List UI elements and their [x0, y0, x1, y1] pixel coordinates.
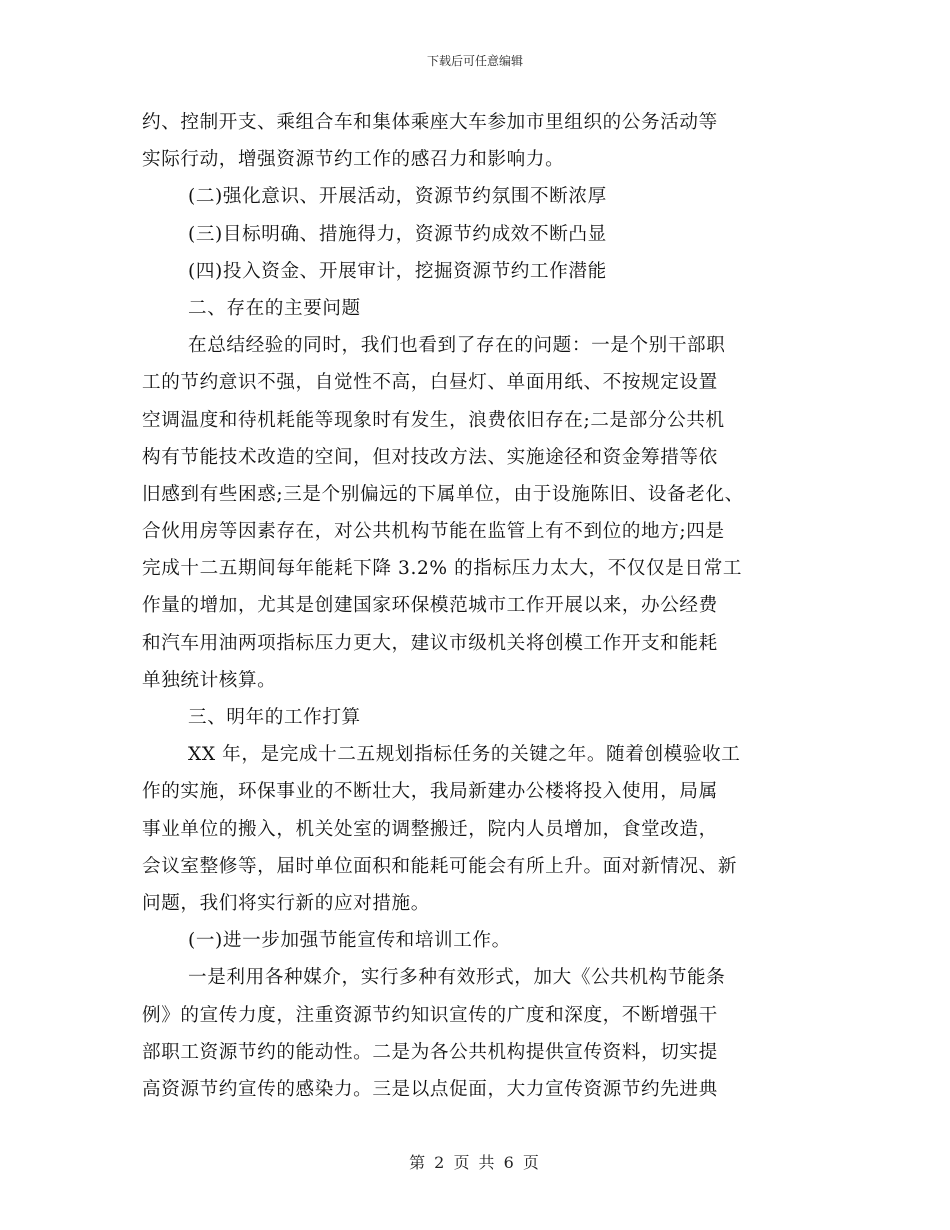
text-line: (二)强化意识、开展活动，资源节约氛围不断浓厚 [188, 186, 607, 208]
text-line: 工的节约意识不强，自觉性不高，白昼灯、单面用纸、不按规定设置 [142, 372, 718, 394]
text-line: 作量的增加，尤其是创建国家环保模范城市工作开展以来，办公经费 [142, 595, 718, 617]
page-footer: 第 2 页 共 6 页 [409, 1153, 541, 1172]
text-line: 完成十二五期间每年能耗下降 3.2% 的指标压力太大，不仅仅是日常工 [142, 558, 743, 580]
text-line: 旧感到有些困惑;三是个别偏远的下属单位，由于设施陈旧、设备老化、 [142, 483, 744, 505]
text-line: (三)目标明确、措施得力，资源节约成效不断凸显 [188, 223, 607, 245]
text-line: 问题，我们将实行新的应对措施。 [142, 892, 430, 914]
text-line: 实际行动，增强资源节约工作的感召力和影响力。 [142, 149, 565, 171]
text-line: 会议室整修等，届时单位面积和能耗可能会有所上升。面对新情况、新 [142, 855, 738, 877]
text-line: XX 年，是完成十二五规划指标任务的关键之年。随着创模验收工 [188, 744, 741, 766]
text-line: 事业单位的搬入，机关处室的调整搬迁，院内人员增加，食堂改造， [142, 818, 718, 840]
text-line: 例》的宣传力度，注重资源节约知识宣传的广度和深度，不断增强干 [142, 1004, 718, 1026]
text-line: 一是利用各种媒介，实行多种有效形式，加大《公共机构节能条 [188, 967, 726, 989]
text-line: 部职工资源节约的能动性。二是为各公共机构提供宣传资料，切实提 [142, 1041, 718, 1063]
document-body [142, 104, 822, 1108]
text-line: 在总结经验的同时，我们也看到了存在的问题：一是个别干部职 [188, 335, 726, 357]
text-line: 约、控制开支、乘组合车和集体乘座大车参加市里组织的公务活动等 [142, 112, 718, 133]
text-line: (四)投入资金、开展审计，挖掘资源节约工作潜能 [188, 260, 607, 282]
section-heading: 三、明年的工作打算 [188, 707, 361, 728]
text-line: 合伙用房等因素存在，对公共机构节能在监管上有不到位的地方;四是 [142, 521, 725, 543]
text-line: 高资源节约宣传的感染力。三是以点促面，大力宣传资源节约先进典 [142, 1078, 718, 1100]
text-line: 单独统计核算。 [142, 669, 277, 691]
text-line: 和汽车用油两项指标压力更大，建议市级机关将创模工作开支和能耗 [142, 632, 718, 654]
section-heading: 二、存在的主要问题 [188, 297, 361, 319]
text-line: 空调温度和待机耗能等现象时有发生，浪费依旧存在;二是部分公共机 [142, 409, 725, 431]
subsection-heading: (一)进一步加强节能宣传和培训工作。 [188, 930, 511, 952]
page-header: 下载后可任意编辑 [426, 54, 523, 68]
text-line: 构有节能技术改造的空间，但对技改方法、实施途径和资金筹措等依 [142, 446, 718, 468]
text-line: 作的实施，环保事业的不断壮大，我局新建办公楼将投入使用，局属 [142, 781, 718, 803]
